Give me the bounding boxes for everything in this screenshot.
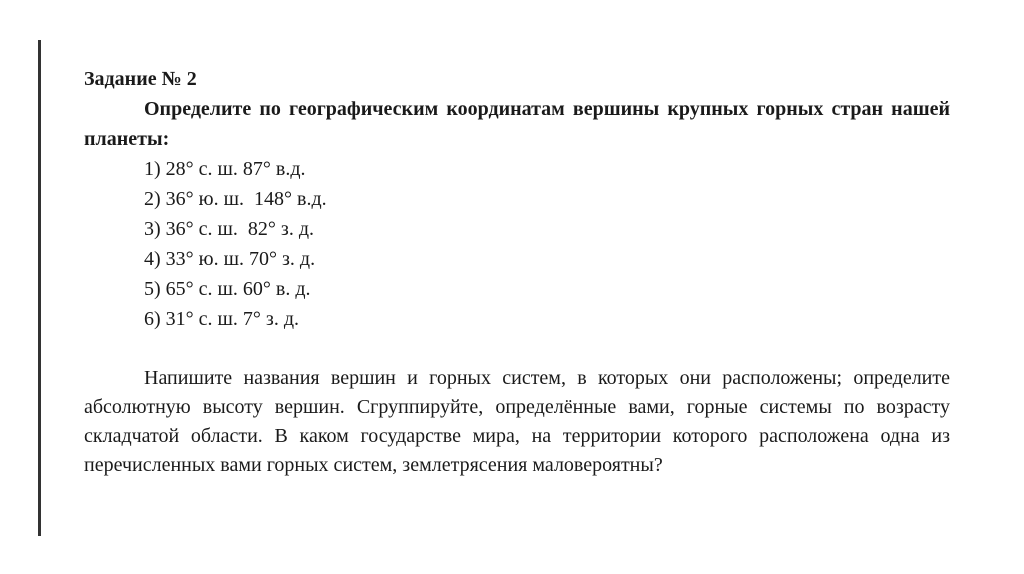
- coordinate-item-6: 6) 31° с. ш. 7° з. д.: [144, 308, 300, 330]
- coordinate-item-3: 3) 36° с. ш. 82° з. д.: [144, 218, 315, 240]
- coordinate-item-5: 5) 65° с. ш. 60° в. д.: [144, 278, 311, 300]
- coordinates-list: [84, 154, 950, 334]
- coordinate-item-4: 4) 33° ю. ш. 70° з. д.: [144, 248, 316, 270]
- coordinate-item-1: 1) 28° с. ш. 87° в.д.: [144, 158, 306, 180]
- task-document: [84, 64, 950, 480]
- task-title: Задание № 2: [84, 68, 197, 90]
- coordinate-item-2: 2) 36° ю. ш. 148° в.д.: [144, 188, 327, 210]
- margin-line: [38, 40, 41, 536]
- task-question: Напишите названия вершин и горных систем, в которых они расположены; определите абсолютную высоту вершин. Сгруппируйте, определённые вами, горные системы по возрасту складчатой области. В каком государстве мира, на территории которого расположена одна из перечисленных вами горных систем, землетрясения маловероятны?: [84, 367, 950, 476]
- task-prompt: Определите по географическим координатам вершины крупных горных стран нашей планеты:: [84, 98, 950, 150]
